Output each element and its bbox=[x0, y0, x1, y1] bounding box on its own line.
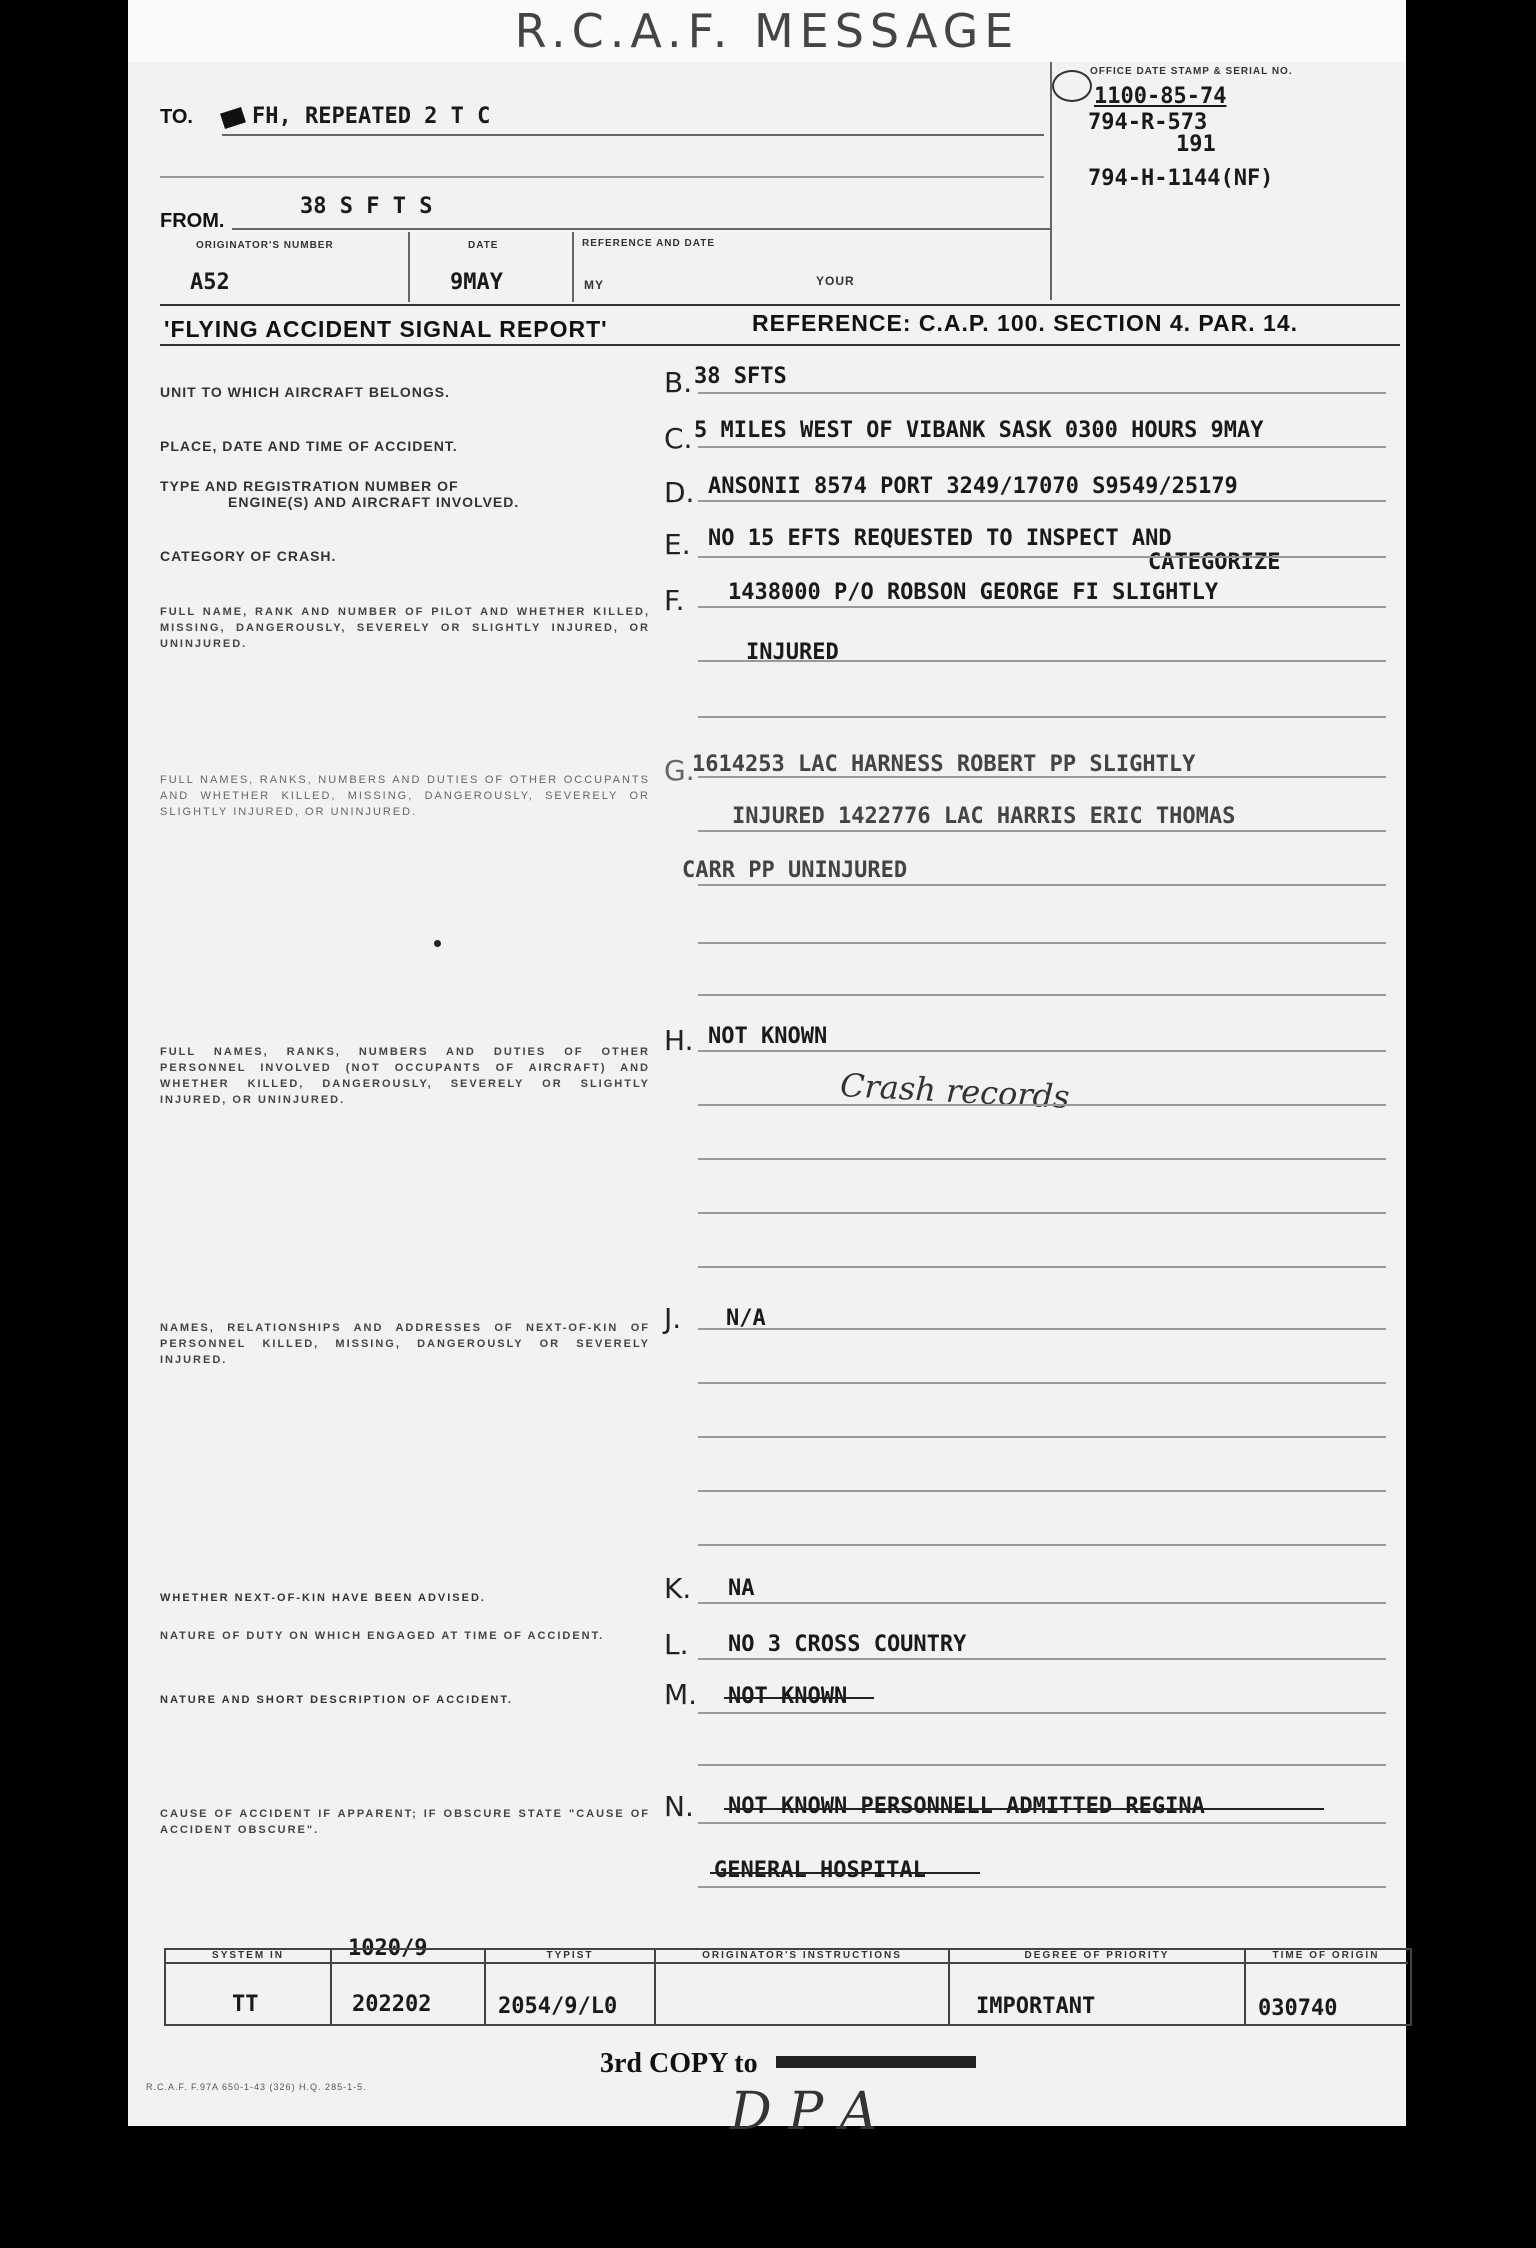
value-g-2: INJURED 1422776 LAC HARRIS ERIC THOMAS bbox=[732, 804, 1236, 829]
strike-n-1 bbox=[724, 1808, 1324, 1810]
letter-l: L. bbox=[664, 1628, 689, 1661]
title-rule-bottom bbox=[160, 344, 1400, 346]
line-b bbox=[698, 392, 1386, 394]
divider-2 bbox=[572, 232, 574, 302]
footer-divider-5 bbox=[1244, 1950, 1246, 2024]
value-f-1: 1438000 P/O ROBSON GEORGE FI SLIGHTLY bbox=[728, 580, 1219, 605]
footer-val-2: 202202 bbox=[352, 1992, 432, 2017]
copy-redaction bbox=[776, 2056, 976, 2068]
divider-1 bbox=[408, 232, 410, 302]
value-n-2: GENERAL HOSPITAL bbox=[714, 1858, 926, 1883]
label-f: FULL NAME, RANK AND NUMBER OF PILOT AND WHETHER KILLED, MISSING, DANGEROUSLY, SEVERELY OR SLIGHTLY INJURED, OR UNINJURED. bbox=[160, 606, 650, 650]
line-h-4 bbox=[698, 1212, 1386, 1214]
value-e-1: NO 15 EFTS REQUESTED TO INSPECT AND bbox=[708, 526, 1172, 551]
footer-col-3: ORIGINATOR'S INSTRUCTIONS bbox=[702, 1950, 902, 1961]
label-k: WHETHER NEXT-OF-KIN HAVE BEEN ADVISED. bbox=[160, 1592, 486, 1604]
strike-n-2 bbox=[710, 1872, 980, 1874]
letter-h: H. bbox=[664, 1024, 694, 1057]
to-underline-2 bbox=[160, 176, 1044, 178]
banner-strip bbox=[128, 0, 1406, 62]
value-e-2: CATEGORIZE bbox=[1148, 550, 1281, 575]
footer-col-5: TIME OF ORIGIN bbox=[1272, 1950, 1380, 1961]
value-f-2: INJURED bbox=[746, 640, 839, 665]
line-d bbox=[698, 500, 1386, 502]
letter-k: K. bbox=[664, 1572, 692, 1605]
line-g-3 bbox=[698, 884, 1386, 886]
letter-d: D. bbox=[664, 476, 695, 509]
line-g-2 bbox=[698, 830, 1386, 832]
line-n-2 bbox=[698, 1886, 1386, 1888]
reference-label: REFERENCE AND DATE bbox=[582, 238, 716, 249]
line-l bbox=[698, 1658, 1386, 1660]
footer-col-4: DEGREE OF PRIORITY bbox=[1024, 1950, 1170, 1961]
office-stamp-label: OFFICE DATE STAMP & SERIAL NO. bbox=[1090, 66, 1293, 77]
footer-val-1: TT bbox=[232, 1992, 259, 2017]
label-d-2: ENGINE(S) AND AIRCRAFT INVOLVED. bbox=[228, 494, 520, 510]
value-m: NOT KNOWN bbox=[728, 1684, 848, 1709]
line-j-3 bbox=[698, 1436, 1386, 1438]
line-e bbox=[698, 556, 1386, 558]
title-rule-top bbox=[160, 304, 1400, 306]
value-d: ANSONII 8574 PORT 3249/17070 S9549/25179 bbox=[708, 474, 1238, 499]
report-reference: REFERENCE: C.A.P. 100. SECTION 4. PAR. 14. bbox=[752, 310, 1299, 336]
line-g-4 bbox=[698, 942, 1386, 944]
stamp-box-border bbox=[1050, 62, 1052, 300]
to-value: FH, REPEATED 2 T C bbox=[252, 104, 491, 129]
line-h-5 bbox=[698, 1266, 1386, 1268]
my-label: MY bbox=[584, 278, 604, 292]
handwritten-dpa: D P A bbox=[730, 2082, 878, 2142]
footer-val-3: 2054/9/L0 bbox=[498, 1994, 618, 2019]
stamp-mark bbox=[1052, 70, 1092, 102]
label-c: PLACE, DATE AND TIME OF ACCIDENT. bbox=[160, 438, 458, 454]
label-n: CAUSE OF ACCIDENT IF APPARENT; IF OBSCURE STATE "CAUSE OF ACCIDENT OBSCURE". bbox=[160, 1808, 650, 1836]
line-k bbox=[698, 1602, 1386, 1604]
value-h: NOT KNOWN bbox=[708, 1024, 828, 1049]
footer-divider-1 bbox=[330, 1950, 332, 2024]
your-label: YOUR bbox=[816, 274, 855, 288]
value-b: 38 SFTS bbox=[694, 364, 787, 389]
dot-mark bbox=[434, 940, 441, 947]
footer-divider-3 bbox=[654, 1950, 656, 2024]
originator-label: ORIGINATOR'S NUMBER bbox=[196, 240, 334, 251]
value-c: 5 MILES WEST OF VIBANK SASK 0300 HOURS 9MAY bbox=[694, 418, 1264, 443]
label-j: NAMES, RELATIONSHIPS AND ADDRESSES OF NEXT-OF-KIN OF PERSONNEL KILLED, MISSING, DANGEROUSLY OR SEVERELY INJURED. bbox=[160, 1322, 650, 1366]
serial-2: 794-R-573 bbox=[1088, 110, 1208, 135]
to-label: TO. bbox=[160, 106, 193, 128]
date-label: DATE bbox=[468, 240, 499, 251]
letter-j: J. bbox=[664, 1302, 682, 1335]
label-e: CATEGORY OF CRASH. bbox=[160, 548, 337, 564]
letter-e: E. bbox=[664, 528, 691, 561]
line-n-1 bbox=[698, 1822, 1386, 1824]
label-l: NATURE OF DUTY ON WHICH ENGAGED AT TIME OF ACCIDENT. bbox=[160, 1630, 605, 1642]
date-value: 9MAY bbox=[450, 270, 503, 295]
footer-val-4: IMPORTANT bbox=[976, 1994, 1096, 2019]
serial-1: 1100-85-74 bbox=[1094, 84, 1227, 109]
label-m: NATURE AND SHORT DESCRIPTION OF ACCIDENT. bbox=[160, 1694, 513, 1706]
footer-top-value: 1020/9 bbox=[348, 1936, 428, 1961]
line-j-1 bbox=[698, 1328, 1386, 1330]
line-g-1 bbox=[698, 776, 1386, 778]
footer-header-rule bbox=[164, 1962, 1408, 1964]
from-underline bbox=[232, 228, 1050, 230]
line-f-2 bbox=[698, 660, 1386, 662]
message-banner: R.C.A.F. MESSAGE bbox=[514, 4, 1020, 58]
value-g-3: CARR PP UNINJURED bbox=[682, 858, 908, 883]
label-d-1: TYPE AND REGISTRATION NUMBER OF bbox=[160, 478, 459, 494]
line-h-1 bbox=[698, 1050, 1386, 1052]
letter-m: M. bbox=[664, 1678, 698, 1711]
strike-m bbox=[724, 1697, 874, 1699]
label-b: UNIT TO WHICH AIRCRAFT BELONGS. bbox=[160, 384, 450, 400]
line-m-1 bbox=[698, 1712, 1386, 1714]
originator-value: A52 bbox=[190, 270, 230, 295]
footer-val-5: 030740 bbox=[1258, 1996, 1338, 2021]
line-c bbox=[698, 446, 1386, 448]
handwritten-crash-records: Crash records bbox=[839, 1066, 1071, 1116]
value-k: NA bbox=[728, 1576, 755, 1601]
line-h-3 bbox=[698, 1158, 1386, 1160]
letter-b: B. bbox=[664, 366, 693, 399]
footer-col-1: SYSTEM IN bbox=[212, 1950, 284, 1961]
value-n-1: NOT KNOWN PERSONNELL ADMITTED REGINA bbox=[728, 1794, 1205, 1819]
copy-note: 3rd COPY to bbox=[600, 2048, 758, 2079]
value-l: NO 3 CROSS COUNTRY bbox=[728, 1632, 967, 1657]
line-j-5 bbox=[698, 1544, 1386, 1546]
from-label: FROM. bbox=[160, 210, 225, 232]
letter-c: C. bbox=[664, 422, 693, 455]
form-reference: R.C.A.F. F.97A 650-1-43 (326) H.Q. 285-1-5. bbox=[146, 2082, 367, 2092]
label-h: FULL NAMES, RANKS, NUMBERS AND DUTIES OF OTHER PERSONNEL INVOLVED (NOT OCCUPANTS OF AIRCRAFT) AND WHETHER KILLED, DANGEROUSLY, SEVERELY OR SLIGHTLY INJURED, OR UNINJURED. bbox=[160, 1046, 650, 1106]
to-underline bbox=[222, 134, 1044, 136]
footer-divider-4 bbox=[948, 1950, 950, 2024]
serial-3: 191 bbox=[1176, 132, 1216, 157]
line-g-5 bbox=[698, 994, 1386, 996]
footer-col-2: TYPIST bbox=[546, 1950, 594, 1961]
serial-4: 794-H-1144(NF) bbox=[1088, 166, 1274, 191]
label-g: FULL NAMES, RANKS, NUMBERS AND DUTIES OF OTHER OCCUPANTS AND WHETHER KILLED, MISSING, DANGEROUSLY, SEVERELY OR SLIGHTLY INJURED, OR UNINJURED. bbox=[160, 774, 650, 818]
report-title: 'FLYING ACCIDENT SIGNAL REPORT' bbox=[164, 316, 608, 342]
letter-g: G. bbox=[664, 754, 695, 787]
letter-f: F. bbox=[664, 584, 685, 617]
letter-n: N. bbox=[664, 1790, 694, 1823]
value-j: N/A bbox=[726, 1306, 766, 1331]
line-f-1 bbox=[698, 606, 1386, 608]
footer-divider-2 bbox=[484, 1950, 486, 2024]
from-value: 38 S F T S bbox=[300, 194, 433, 219]
line-f-3 bbox=[698, 716, 1386, 718]
line-j-4 bbox=[698, 1490, 1386, 1492]
value-g-1: 1614253 LAC HARNESS ROBERT PP SLIGHTLY bbox=[692, 752, 1196, 777]
line-m-2 bbox=[698, 1764, 1386, 1766]
line-j-2 bbox=[698, 1382, 1386, 1384]
line-h-2 bbox=[698, 1104, 1386, 1106]
